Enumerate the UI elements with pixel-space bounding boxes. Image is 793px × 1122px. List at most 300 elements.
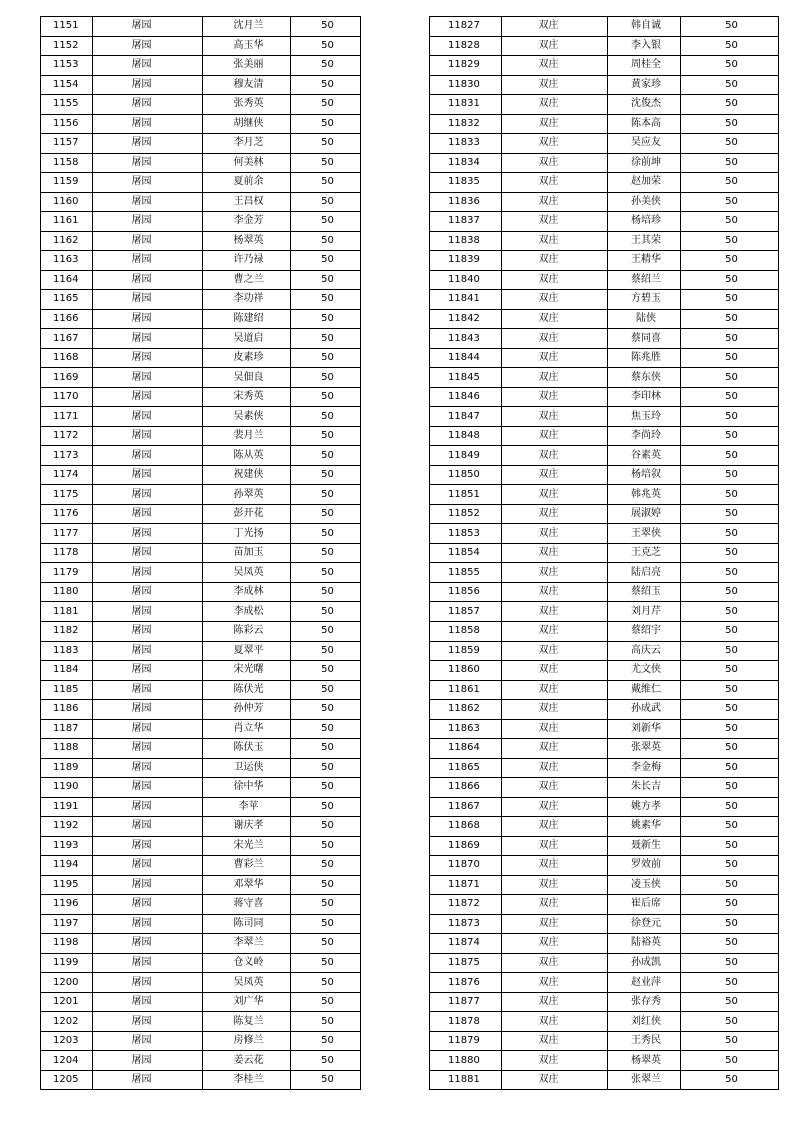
- amount-cell: 50: [291, 407, 361, 427]
- amount-cell: 50: [681, 426, 779, 446]
- person-name-cell: 杨翠英: [203, 231, 291, 251]
- table-row: [430, 700, 779, 720]
- table-row: [430, 251, 779, 271]
- table-row: [430, 290, 779, 310]
- amount-cell: 50: [291, 75, 361, 95]
- village-name-cell: 双庄: [502, 426, 608, 446]
- table-row: [430, 465, 779, 485]
- table-row: [430, 582, 779, 602]
- person-name-cell: 徐登元: [608, 914, 681, 934]
- row-number-cell: 1192: [41, 817, 93, 837]
- table-row: [41, 1070, 361, 1090]
- village-name-cell: 屠园: [93, 700, 203, 720]
- row-number-cell: 11848: [430, 426, 502, 446]
- person-name-cell: 王秀民: [608, 1031, 681, 1051]
- village-name-cell: 双庄: [502, 641, 608, 661]
- village-name-cell: 屠园: [93, 114, 203, 134]
- table-row: [430, 192, 779, 212]
- village-name-cell: 屠园: [93, 270, 203, 290]
- person-name-cell: 李印林: [608, 387, 681, 407]
- table-row: [430, 504, 779, 524]
- table-row: [430, 817, 779, 837]
- row-number-cell: 11877: [430, 992, 502, 1012]
- village-name-cell: 屠园: [93, 992, 203, 1012]
- person-name-cell: 孙成武: [608, 700, 681, 720]
- amount-cell: 50: [291, 700, 361, 720]
- amount-cell: 50: [291, 524, 361, 544]
- village-name-cell: 双庄: [502, 973, 608, 993]
- table-row: [41, 446, 361, 466]
- amount-cell: 50: [681, 778, 779, 798]
- person-name-cell: 陈伏玉: [203, 739, 291, 759]
- table-row: [430, 95, 779, 115]
- village-name-cell: 双庄: [502, 680, 608, 700]
- amount-cell: 50: [291, 543, 361, 563]
- row-number-cell: 1165: [41, 290, 93, 310]
- row-number-cell: 11845: [430, 368, 502, 388]
- row-number-cell: 1156: [41, 114, 93, 134]
- village-name-cell: 屠园: [93, 1012, 203, 1032]
- row-number-cell: 11878: [430, 1012, 502, 1032]
- amount-cell: 50: [681, 17, 779, 37]
- amount-cell: 50: [681, 758, 779, 778]
- village-name-cell: 屠园: [93, 680, 203, 700]
- table-row: [41, 543, 361, 563]
- row-number-cell: 11842: [430, 309, 502, 329]
- table-row: [41, 173, 361, 193]
- amount-cell: 50: [681, 173, 779, 193]
- person-name-cell: 孙翠英: [203, 485, 291, 505]
- person-name-cell: 李尚玲: [608, 426, 681, 446]
- table-row: [430, 309, 779, 329]
- table-row: [430, 485, 779, 505]
- row-number-cell: 11829: [430, 56, 502, 76]
- table-row: [41, 17, 361, 37]
- table-row: [430, 1051, 779, 1071]
- village-name-cell: 双庄: [502, 36, 608, 56]
- table-row: [430, 36, 779, 56]
- person-name-cell: 卫运侠: [203, 758, 291, 778]
- village-name-cell: 双庄: [502, 661, 608, 681]
- table-row: [41, 348, 361, 368]
- table-row: [430, 134, 779, 154]
- row-number-cell: 1198: [41, 934, 93, 954]
- amount-cell: 50: [291, 856, 361, 876]
- amount-cell: 50: [681, 56, 779, 76]
- table-row: [41, 251, 361, 271]
- left-table: [40, 16, 361, 1090]
- row-number-cell: 11830: [430, 75, 502, 95]
- amount-cell: 50: [681, 1070, 779, 1090]
- village-name-cell: 屠园: [93, 875, 203, 895]
- village-name-cell: 屠园: [93, 719, 203, 739]
- amount-cell: 50: [291, 817, 361, 837]
- table-row: [430, 992, 779, 1012]
- row-number-cell: 11864: [430, 739, 502, 759]
- table-row: [430, 524, 779, 544]
- amount-cell: 50: [291, 290, 361, 310]
- table-row: [430, 602, 779, 622]
- village-name-cell: 双庄: [502, 465, 608, 485]
- row-number-cell: 1191: [41, 797, 93, 817]
- person-name-cell: 姜云花: [203, 1051, 291, 1071]
- row-number-cell: 1170: [41, 387, 93, 407]
- village-name-cell: 双庄: [502, 700, 608, 720]
- person-name-cell: 韩兆英: [608, 485, 681, 505]
- row-number-cell: 11870: [430, 856, 502, 876]
- table-row: [41, 992, 361, 1012]
- person-name-cell: 展淑婷: [608, 504, 681, 524]
- table-row: [430, 114, 779, 134]
- village-name-cell: 双庄: [502, 95, 608, 115]
- row-number-cell: 11852: [430, 504, 502, 524]
- village-name-cell: 屠园: [93, 251, 203, 271]
- table-row: [41, 212, 361, 232]
- amount-cell: 50: [291, 485, 361, 505]
- amount-cell: 50: [681, 524, 779, 544]
- amount-cell: 50: [291, 914, 361, 934]
- person-name-cell: 宋秀英: [203, 387, 291, 407]
- row-number-cell: 11865: [430, 758, 502, 778]
- amount-cell: 50: [681, 680, 779, 700]
- amount-cell: 50: [291, 348, 361, 368]
- amount-cell: 50: [291, 875, 361, 895]
- row-number-cell: 11835: [430, 173, 502, 193]
- amount-cell: 50: [291, 1070, 361, 1090]
- table-row: [430, 797, 779, 817]
- amount-cell: 50: [291, 231, 361, 251]
- person-name-cell: 刘广华: [203, 992, 291, 1012]
- row-number-cell: 11858: [430, 621, 502, 641]
- village-name-cell: 双庄: [502, 563, 608, 583]
- village-name-cell: 屠园: [93, 934, 203, 954]
- amount-cell: 50: [291, 95, 361, 115]
- row-number-cell: 1185: [41, 680, 93, 700]
- person-name-cell: 聂新生: [608, 836, 681, 856]
- village-name-cell: 双庄: [502, 309, 608, 329]
- person-name-cell: 高玉华: [203, 36, 291, 56]
- amount-cell: 50: [681, 95, 779, 115]
- amount-cell: 50: [291, 1012, 361, 1032]
- person-name-cell: 蔡绍玉: [608, 582, 681, 602]
- row-number-cell: 1178: [41, 543, 93, 563]
- amount-cell: 50: [291, 173, 361, 193]
- person-name-cell: 夏前余: [203, 173, 291, 193]
- person-name-cell: 吴凤英: [203, 973, 291, 993]
- table-row: [430, 1012, 779, 1032]
- table-row: [41, 387, 361, 407]
- amount-cell: 50: [681, 446, 779, 466]
- row-number-cell: 11843: [430, 329, 502, 349]
- village-name-cell: 双庄: [502, 173, 608, 193]
- person-name-cell: 蔡同喜: [608, 329, 681, 349]
- row-number-cell: 1196: [41, 895, 93, 915]
- person-name-cell: 王翠侠: [608, 524, 681, 544]
- person-name-cell: 胡继侠: [203, 114, 291, 134]
- village-name-cell: 双庄: [502, 797, 608, 817]
- row-number-cell: 1168: [41, 348, 93, 368]
- village-name-cell: 屠园: [93, 309, 203, 329]
- amount-cell: 50: [681, 368, 779, 388]
- table-row: [430, 934, 779, 954]
- table-row: [430, 563, 779, 583]
- village-name-cell: 屠园: [93, 661, 203, 681]
- amount-cell: 50: [681, 348, 779, 368]
- amount-cell: 50: [291, 582, 361, 602]
- table-row: [41, 36, 361, 56]
- person-name-cell: 王其荣: [608, 231, 681, 251]
- row-number-cell: 1162: [41, 231, 93, 251]
- person-name-cell: 李月芝: [203, 134, 291, 154]
- table-row: [430, 153, 779, 173]
- amount-cell: 50: [681, 1031, 779, 1051]
- person-name-cell: 李入银: [608, 36, 681, 56]
- row-number-cell: 11871: [430, 875, 502, 895]
- amount-cell: 50: [291, 719, 361, 739]
- village-name-cell: 双庄: [502, 1051, 608, 1071]
- table-row: [430, 641, 779, 661]
- table-row: [41, 973, 361, 993]
- person-name-cell: 吴应友: [608, 134, 681, 154]
- amount-cell: 50: [681, 836, 779, 856]
- row-number-cell: 11876: [430, 973, 502, 993]
- village-name-cell: 双庄: [502, 1012, 608, 1032]
- row-number-cell: 1180: [41, 582, 93, 602]
- row-number-cell: 1151: [41, 17, 93, 37]
- row-number-cell: 1169: [41, 368, 93, 388]
- table-row: [430, 895, 779, 915]
- amount-cell: 50: [291, 465, 361, 485]
- row-number-cell: 1204: [41, 1051, 93, 1071]
- table-row: [430, 56, 779, 76]
- amount-cell: 50: [681, 973, 779, 993]
- table-row: [41, 56, 361, 76]
- table-row: [430, 231, 779, 251]
- amount-cell: 50: [291, 134, 361, 154]
- table-row: [41, 290, 361, 310]
- table-row: [430, 387, 779, 407]
- amount-cell: 50: [291, 973, 361, 993]
- row-number-cell: 1166: [41, 309, 93, 329]
- row-number-cell: 11854: [430, 543, 502, 563]
- person-name-cell: 孙仲芳: [203, 700, 291, 720]
- amount-cell: 50: [681, 192, 779, 212]
- village-name-cell: 双庄: [502, 114, 608, 134]
- row-number-cell: 1205: [41, 1070, 93, 1090]
- person-name-cell: 王昌权: [203, 192, 291, 212]
- table-row: [41, 661, 361, 681]
- amount-cell: 50: [681, 739, 779, 759]
- person-name-cell: 李桂兰: [203, 1070, 291, 1090]
- person-name-cell: 吴凤英: [203, 563, 291, 583]
- amount-cell: 50: [681, 992, 779, 1012]
- person-name-cell: 方碧玉: [608, 290, 681, 310]
- village-name-cell: 屠园: [93, 134, 203, 154]
- amount-cell: 50: [681, 329, 779, 349]
- person-name-cell: 李成林: [203, 582, 291, 602]
- table-row: [430, 661, 779, 681]
- person-name-cell: 蔡绍宇: [608, 621, 681, 641]
- row-number-cell: 11834: [430, 153, 502, 173]
- table-row: [41, 582, 361, 602]
- person-name-cell: 蔡绍兰: [608, 270, 681, 290]
- row-number-cell: 1189: [41, 758, 93, 778]
- village-name-cell: 屠园: [93, 465, 203, 485]
- person-name-cell: 吴道启: [203, 329, 291, 349]
- row-number-cell: 11866: [430, 778, 502, 798]
- row-number-cell: 11850: [430, 465, 502, 485]
- row-number-cell: 11874: [430, 934, 502, 954]
- table-row: [41, 680, 361, 700]
- amount-cell: 50: [291, 212, 361, 232]
- row-number-cell: 1175: [41, 485, 93, 505]
- table-row: [41, 602, 361, 622]
- table-row: [41, 153, 361, 173]
- table-row: [41, 407, 361, 427]
- amount-cell: 50: [291, 1031, 361, 1051]
- amount-cell: 50: [681, 465, 779, 485]
- person-name-cell: 皮素珍: [203, 348, 291, 368]
- person-name-cell: 张翠兰: [608, 1070, 681, 1090]
- village-name-cell: 双庄: [502, 1031, 608, 1051]
- table-row: [430, 543, 779, 563]
- amount-cell: 50: [291, 270, 361, 290]
- village-name-cell: 屠园: [93, 368, 203, 388]
- amount-cell: 50: [291, 36, 361, 56]
- amount-cell: 50: [291, 329, 361, 349]
- row-number-cell: 1153: [41, 56, 93, 76]
- village-name-cell: 屠园: [93, 778, 203, 798]
- village-name-cell: 双庄: [502, 192, 608, 212]
- person-name-cell: 蔡东侠: [608, 368, 681, 388]
- row-number-cell: 1179: [41, 563, 93, 583]
- village-name-cell: 屠园: [93, 856, 203, 876]
- table-row: [430, 973, 779, 993]
- table-row: [41, 856, 361, 876]
- row-number-cell: 1200: [41, 973, 93, 993]
- village-name-cell: 屠园: [93, 895, 203, 915]
- village-name-cell: 屠园: [93, 173, 203, 193]
- row-number-cell: 1159: [41, 173, 93, 193]
- amount-cell: 50: [681, 504, 779, 524]
- right-table: [429, 16, 779, 1090]
- person-name-cell: 苗加玉: [203, 543, 291, 563]
- village-name-cell: 屠园: [93, 426, 203, 446]
- village-name-cell: 双庄: [502, 895, 608, 915]
- row-number-cell: 11856: [430, 582, 502, 602]
- table-row: [430, 1070, 779, 1090]
- person-name-cell: 许乃禄: [203, 251, 291, 271]
- table-row: [430, 758, 779, 778]
- person-name-cell: 李翠兰: [203, 934, 291, 954]
- row-number-cell: 11840: [430, 270, 502, 290]
- row-number-cell: 11828: [430, 36, 502, 56]
- village-name-cell: 双庄: [502, 368, 608, 388]
- table-row: [41, 134, 361, 154]
- amount-cell: 50: [291, 309, 361, 329]
- person-name-cell: 宋光兰: [203, 836, 291, 856]
- amount-cell: 50: [681, 817, 779, 837]
- person-name-cell: 曹之兰: [203, 270, 291, 290]
- person-name-cell: 陈司同: [203, 914, 291, 934]
- village-name-cell: 屠园: [93, 758, 203, 778]
- amount-cell: 50: [291, 114, 361, 134]
- table-row: [41, 739, 361, 759]
- village-name-cell: 屠园: [93, 914, 203, 934]
- village-name-cell: 屠园: [93, 56, 203, 76]
- amount-cell: 50: [681, 231, 779, 251]
- village-name-cell: 屠园: [93, 17, 203, 37]
- village-name-cell: 屠园: [93, 504, 203, 524]
- amount-cell: 50: [291, 153, 361, 173]
- person-name-cell: 王精华: [608, 251, 681, 271]
- row-number-cell: 11833: [430, 134, 502, 154]
- amount-cell: 50: [681, 661, 779, 681]
- table-row: [430, 778, 779, 798]
- person-name-cell: 宋光曙: [203, 661, 291, 681]
- row-number-cell: 1164: [41, 270, 93, 290]
- amount-cell: 50: [681, 485, 779, 505]
- person-name-cell: 陈彩云: [203, 621, 291, 641]
- row-number-cell: 1203: [41, 1031, 93, 1051]
- table-row: [430, 875, 779, 895]
- village-name-cell: 双庄: [502, 153, 608, 173]
- table-row: [430, 407, 779, 427]
- village-name-cell: 屠园: [93, 95, 203, 115]
- village-name-cell: 屠园: [93, 446, 203, 466]
- village-name-cell: 双庄: [502, 75, 608, 95]
- row-number-cell: 1167: [41, 329, 93, 349]
- row-number-cell: 1173: [41, 446, 93, 466]
- row-number-cell: 1188: [41, 739, 93, 759]
- person-name-cell: 罗效前: [608, 856, 681, 876]
- row-number-cell: 1183: [41, 641, 93, 661]
- amount-cell: 50: [291, 387, 361, 407]
- row-number-cell: 1195: [41, 875, 93, 895]
- amount-cell: 50: [681, 719, 779, 739]
- village-name-cell: 屠园: [93, 192, 203, 212]
- table-row: [430, 953, 779, 973]
- row-number-cell: 1186: [41, 700, 93, 720]
- table-row: [430, 739, 779, 759]
- row-number-cell: 1182: [41, 621, 93, 641]
- row-number-cell: 11836: [430, 192, 502, 212]
- person-name-cell: 夏翠平: [203, 641, 291, 661]
- table-row: [430, 426, 779, 446]
- village-name-cell: 屠园: [93, 75, 203, 95]
- table-row: [41, 270, 361, 290]
- village-name-cell: 屠园: [93, 582, 203, 602]
- village-name-cell: 双庄: [502, 270, 608, 290]
- person-name-cell: 赵业萍: [608, 973, 681, 993]
- person-name-cell: 陆启亮: [608, 563, 681, 583]
- amount-cell: 50: [291, 368, 361, 388]
- person-name-cell: 陆裕英: [608, 934, 681, 954]
- village-name-cell: 屠园: [93, 543, 203, 563]
- amount-cell: 50: [291, 661, 361, 681]
- table-row: [430, 856, 779, 876]
- table-row: [41, 75, 361, 95]
- person-name-cell: 陈伏光: [203, 680, 291, 700]
- village-name-cell: 双庄: [502, 719, 608, 739]
- amount-cell: 50: [291, 836, 361, 856]
- person-name-cell: 穆友清: [203, 75, 291, 95]
- person-name-cell: 凌玉侠: [608, 875, 681, 895]
- village-name-cell: 屠园: [93, 1031, 203, 1051]
- row-number-cell: 11879: [430, 1031, 502, 1051]
- row-number-cell: 11861: [430, 680, 502, 700]
- person-name-cell: 陈建绍: [203, 309, 291, 329]
